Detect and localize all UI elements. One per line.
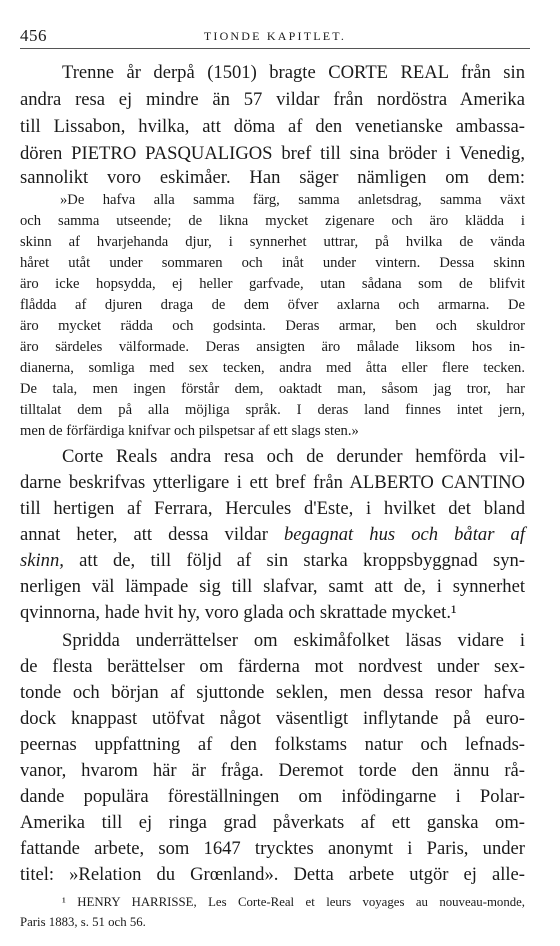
running-head [20,26,530,46]
footnote-line: Paris 1883, s. 51 och 56. [20,915,146,929]
paragraph-1-line: dören PIETRO PASQUALIGOS bref till sina bröder i Venedig, [20,143,525,164]
paragraph-2-line: Corte Reals andra resa och de derunder hemförda vil- [62,446,525,467]
quote-line: men de förfärdiga knifvar och pilspetsar af ett slags sten.» [20,423,359,439]
paragraph-3-line: de flesta berättelser om färderna mot nordvest under sex- [20,656,525,677]
quote-line: De tala, men ingen förstår dem, oaktadt man, såsom jag tror, har [20,381,525,397]
paragraph-1-line: andra resa ej mindre än 57 vildar från nordöstra Amerika [20,89,525,110]
page-number: 456 [20,26,47,45]
paragraph-3-line: Spridda underrättelser om eskimåfolket läsas vidare i [62,630,525,651]
paragraph-3-line: vanor, hvarom här är fråga. Deremot torde den ännu rå- [20,760,525,781]
paragraph-3-line: dock knappast utöfvat något väsentligt inflytande på euro- [20,708,525,729]
paragraph-2-line: darne beskrifvas ytterligare i ett bref från ALBERTO CANTINO [20,472,525,493]
quote-line: flådda af djuren draga de dem öfver axlarna och armarna. De [20,297,525,313]
paragraph-2-text: att de, till följd af sin starka kroppsbyggnad syn- [63,550,525,571]
quote-line: äro mycket rädda och godsinta. Deras armar, ben och skuldror [20,318,525,334]
quote-line: skinn af hvarjehanda djur, i synnerhet uttrar, på hvilka de vända [20,234,525,250]
chapter-title: TIONDE KAPITLET. [203,29,347,43]
paragraph-3-line: peernas uppfattning af den folkstams natur och lefnads- [20,734,525,755]
quote-line: tilltalat dem på alla möjliga språk. I deras land finnes intet jern, [20,402,525,418]
paragraph-3-line: fattande arbete, som 1647 trycktes anonymt i Paris, under [20,838,525,859]
paragraph-2-line: nerligen väl lämpade sig till slafvar, samt att de, i synnerhet [20,576,525,597]
paragraph-2-line [20,524,525,546]
quote-line: håret utåt under sommaren och inåt under vintern. Dessa skinn [20,255,525,271]
quote-line: dianerna, somliga med sex tecken, andra med åtta eller flere tecken. [20,360,525,376]
paragraph-2-line: till hertigen af Ferrara, Hercules d'Este, i hvilket det bland [20,498,525,519]
quote-line: äro icke hopsydda, ej heller garfvade, utan sådana som de blifvit [20,276,525,292]
paragraph-1-line: Trenne år derpå (1501) bragte CORTE REAL från sin [62,62,525,83]
paragraph-2-text: annat heter, att dessa vildar [20,524,284,545]
paragraph-3-line: tonde och början af sjuttonde seklen, men dessa resor hafva [20,682,525,703]
paragraph-3-line: Amerika till ej ringa grad påverkats af ett ganska om- [20,812,525,833]
paragraph-2-line [20,550,525,572]
footnote-line: ¹ HENRY HARRISSE, Les Corte-Real et leurs voyages au nouveau-monde, [62,895,525,909]
quote-line: äro särdeles välformade. Deras ansigten äro målade liksom hos in- [20,339,525,355]
paragraph-3-line: dande populära föreställningen om infödingarne i Polar- [20,786,525,807]
quote-line: och samma utseende; de likna mycket zigenare och äro klädda i [20,213,525,229]
paragraph-3-line: titel: »Relation du Grœnland». Detta arbete utgör ej alle- [20,864,525,885]
quote-line: »De hafva alla samma färg, samma anletsdrag, samma växt [60,192,525,208]
paragraph-2-line: qvinnorna, hade hvit hy, voro glada och skrattade mycket.¹ [20,602,457,623]
italic-phrase: begagnat hus och båtar af [284,524,525,545]
paragraph-1-line: till Lissabon, hvilka, att döma af den venetianske ambassa- [20,116,525,137]
header-rule [20,48,530,49]
italic-phrase: skinn, [20,550,64,571]
paragraph-1-line: sannolikt voro eskimåer. Han säger nämligen om dem: [20,167,525,188]
